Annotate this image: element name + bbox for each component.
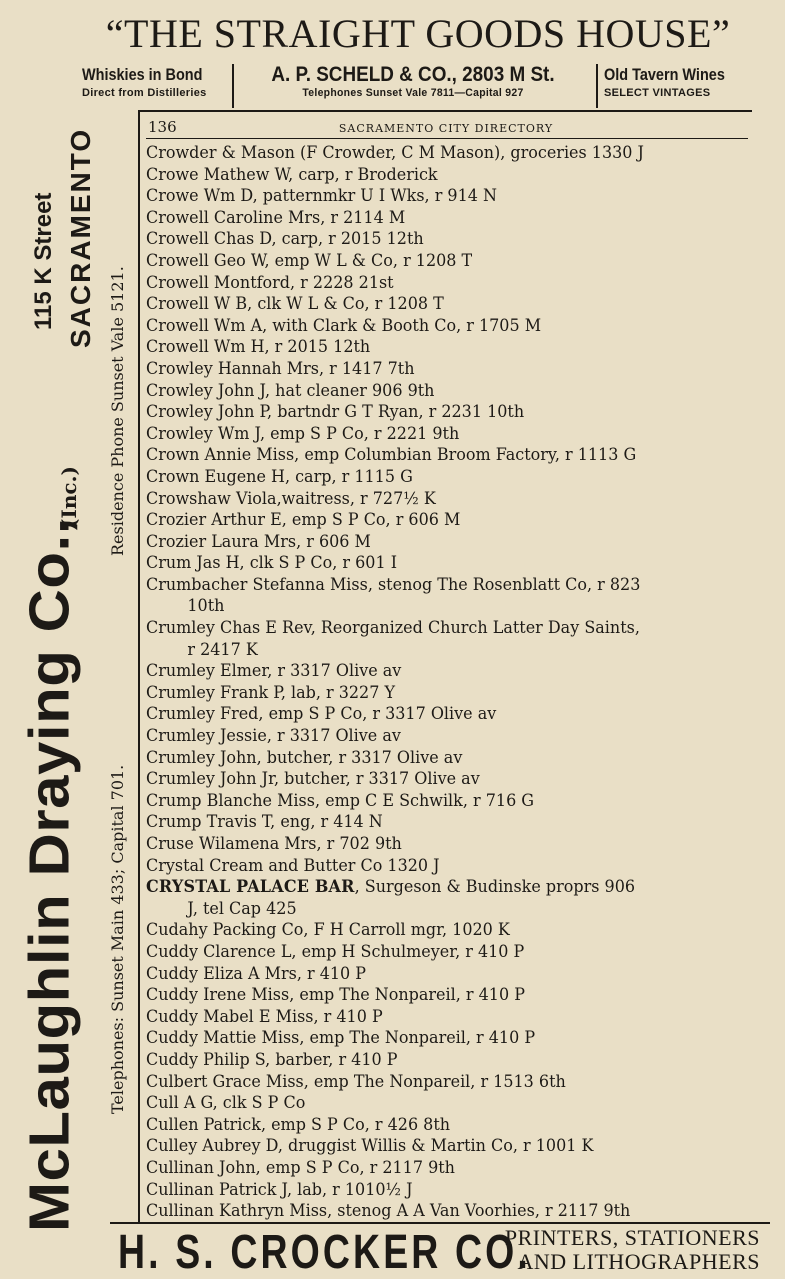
entry-name: Culley Aubrey D (146, 1136, 278, 1157)
entry-name: Crown Eugene H (146, 466, 285, 487)
directory-entry (146, 791, 712, 813)
entry-name: Crozier Arthur E (146, 510, 282, 531)
entry-name: Crowell Wm H (146, 337, 265, 358)
entry-details: , r 3317 Olive av (267, 661, 402, 682)
entry-name: Crowell Caroline Mrs (146, 207, 321, 228)
directory-entry (146, 1093, 712, 1115)
entry-name: Crowell Chas D (146, 229, 272, 250)
side-ad-inc: (Inc.) (57, 466, 81, 528)
entry-name: Crowley Hannah Mrs (146, 358, 319, 379)
entry-name: CRYSTAL PALACE BAR (146, 877, 355, 898)
entry-name: Crown Annie Miss (146, 445, 295, 466)
directory-entry (146, 424, 712, 446)
entry-details: , butcher, r 3317 Olive av (256, 747, 463, 768)
directory-entry (146, 251, 712, 273)
ad-left-small: Direct from Distilleries (82, 87, 207, 99)
side-ad-city: SACRAMENTO (65, 127, 96, 348)
directory-entry (146, 1180, 712, 1202)
directory-entry (146, 294, 712, 316)
side-ad-telephones: Telephones: Sunset Main 433; Capital 701. (108, 764, 127, 1114)
ad-center-small: Telephones Sunset Vale 7811—Capital 927 (302, 87, 524, 99)
ad-title: “THE STRAIGHT GOODS HOUSE” (105, 11, 731, 56)
ad-left-big: Whiskies in Bond (82, 65, 203, 84)
directory-entry (146, 704, 712, 726)
entry-details: , emp S P Co, r 2221 9th (259, 423, 460, 444)
entry-name: Culbert Grace Miss (146, 1071, 304, 1092)
entry-name: Crowley Wm J (146, 423, 260, 444)
entry-name: Cuddy Philip S (146, 1049, 266, 1070)
entry-name: Crozier Laura Mrs (146, 531, 297, 552)
directory-entry (146, 748, 712, 770)
directory-entry (146, 834, 712, 856)
entry-details: , Reorganized Church Latter Day Saints, (310, 618, 640, 639)
bottom-ad-line2: AND LITHOGRAPHERS (517, 1249, 760, 1274)
directory-entry (146, 1007, 712, 1029)
entry-details: , emp S P Co, r 426 8th (260, 1114, 451, 1135)
ad-center-big: A. P. SCHELD & CO., 2803 M St. (271, 63, 555, 86)
entry-details: , emp Columbian Broom Factory, r 1113 G (294, 445, 637, 466)
directory-entry (146, 489, 712, 511)
directory-entry (146, 920, 712, 942)
entry-details: , r 2114 M (320, 207, 406, 228)
ad-right-big: Old Tavern Wines (604, 65, 725, 84)
entry-name: Crumley Chas E Rev (146, 618, 311, 639)
entry-name: Crowley John P (146, 402, 268, 423)
directory-entry (146, 726, 712, 748)
directory-entry (146, 877, 712, 920)
entry-details: , clk S P Co (212, 1093, 306, 1114)
entry-name: Crumbacher Stefanna Miss (146, 574, 368, 595)
directory-entry (146, 575, 712, 618)
entry-name: Cullen Patrick (146, 1114, 261, 1135)
entry-name: Crumley Fred (146, 704, 259, 725)
entry-details: , r 410 P (296, 963, 367, 984)
top-advertisement (78, 12, 758, 104)
directory-entry (146, 985, 712, 1007)
entry-details: , lab, r 3227 Y (280, 682, 396, 703)
entry-details: , r 410 P (313, 1006, 383, 1027)
directory-entry (146, 1072, 712, 1094)
directory-entry (146, 1050, 712, 1072)
side-ad-company: McLaughlin Draying Co., (17, 517, 81, 1232)
entry-name: Crowder & Mason (146, 143, 295, 163)
directory-entry (146, 812, 712, 834)
entry-details: , with Clark & Booth Co, r 1705 M (262, 315, 542, 336)
directory-entry (146, 273, 712, 295)
directory-panel (138, 110, 752, 1224)
directory-entry (146, 402, 712, 424)
running-title: SACRAMENTO CITY DIRECTORY (338, 122, 554, 135)
directory-entry (146, 532, 712, 554)
entry-details: , butcher, r 3317 Olive av (273, 769, 480, 790)
directory-entries (146, 143, 748, 1223)
directory-entry (146, 769, 712, 791)
entry-name: Crumley Elmer (146, 661, 268, 682)
directory-entry (146, 683, 712, 705)
entry-details: , emp The Nonpareil, r 1513 6th (303, 1071, 566, 1092)
entry-name: Crowshaw Viola (146, 488, 277, 509)
entry-name: Cuddy Eliza A Mrs (146, 963, 297, 984)
entry-details: , r 606 M (296, 531, 371, 552)
entry-details: , r 2015 12th (264, 337, 371, 358)
entry-details: , stenog The Rosenblatt Co, r 823 (367, 574, 641, 595)
directory-entry (146, 942, 712, 964)
bottom-ad-company: H. S. CROCKER CO. (118, 1226, 531, 1279)
entry-details: , patternmkr U I Wks, r 914 N (252, 186, 498, 207)
entry-details: , emp The Nonpareil, r 410 P (289, 985, 525, 1006)
entry-name: Crump Travis T (146, 812, 271, 833)
directory-entry (146, 1201, 712, 1223)
directory-entry (146, 445, 712, 467)
page-number: 136 (148, 118, 177, 136)
directory-entry (146, 1158, 712, 1180)
directory-entry (146, 510, 712, 532)
entry-details: , druggist Willis & Martin Co, r 1001 K (277, 1136, 594, 1157)
entry-name: Cullinan Kathryn Miss (146, 1201, 328, 1222)
entry-details: , emp The Nonpareil, r 410 P (299, 1028, 536, 1049)
entry-name: Cuddy Irene Miss (146, 985, 290, 1006)
entry-name: Crumley Jessie (146, 726, 267, 747)
entry-details: , barber, r 410 P (265, 1049, 398, 1070)
ad-center-column (238, 64, 588, 108)
directory-entry (146, 964, 712, 986)
entry-details: , stenog A A Van Voorhies, r 2117 9th (327, 1201, 631, 1222)
ad-row (78, 64, 758, 108)
directory-entry (146, 1136, 712, 1158)
entry-details: , F H Carroll mgr, 1020 K (303, 920, 510, 941)
entry-name: Crowe Wm D (146, 186, 253, 207)
side-ad-street: 115 K Street (30, 192, 57, 330)
directory-entry (146, 337, 712, 359)
entry-details: , carp, r 1115 G (284, 466, 413, 487)
entry-details: , r 3317 Olive av (266, 726, 401, 747)
entry-details: , emp H Schulmeyer, r 410 P (291, 941, 525, 962)
entry-details: , clk W L & Co, r 1208 T (247, 294, 444, 315)
entry-details: , r 702 9th (316, 834, 402, 854)
entry-details: 1320 J (382, 855, 440, 876)
directory-entry (146, 467, 712, 489)
entry-details: , emp S P Co, r 2117 9th (255, 1157, 455, 1178)
entry-name: Cruse Wilamena Mrs (146, 834, 317, 854)
directory-content (146, 116, 748, 1223)
entry-name: Crum Jas H (146, 553, 240, 574)
entry-name: Cuddy Clarence L (146, 941, 292, 962)
entry-name: Crump Blanche Miss (146, 790, 315, 811)
entry-name: Crumley John (146, 747, 257, 768)
entry-details: , r 2228 21st (290, 272, 394, 293)
entry-name: Crowell W B (146, 294, 248, 315)
bottom-advertisement (110, 1222, 770, 1279)
side-ad-residence-phone: Residence Phone Sunset Vale 5121. (108, 266, 127, 556)
entry-details: , emp S P Co, r 3317 Olive av (258, 704, 497, 725)
entry-name: Cullinan Patrick J (146, 1179, 287, 1200)
directory-entry (146, 316, 712, 338)
entry-continuation: J, tel Cap 425 (187, 898, 297, 919)
entry-details: , carp, r 2015 12th (271, 229, 424, 250)
entry-name: Crowell Wm A (146, 315, 263, 336)
directory-entry (146, 1028, 712, 1050)
directory-entry (146, 229, 712, 251)
entry-name: Cuddy Mattie Miss (146, 1028, 300, 1049)
entry-name: Cuddy Mabel E Miss (146, 1006, 314, 1027)
entry-name: Cullinan John (146, 1157, 256, 1178)
directory-entry (146, 661, 712, 683)
directory-entry (146, 186, 712, 208)
bottom-ad-tagline (505, 1226, 760, 1274)
entry-details: , r 1417 7th (318, 358, 415, 379)
entry-details: , Surgeson & Budinske proprs 906 (354, 877, 636, 898)
entry-name: Crowell Montford (146, 272, 291, 293)
entry-details: , hat cleaner 906 9th (265, 380, 435, 401)
directory-entry (146, 381, 712, 403)
entry-name: Crowe Mathew W (146, 164, 289, 185)
entry-name: Crystal Cream and Butter Co (146, 855, 383, 876)
bottom-ad-line1: PRINTERS, STATIONERS (504, 1225, 760, 1250)
entry-details: , eng, r 414 N (270, 812, 383, 833)
directory-entry (146, 208, 712, 230)
entry-name: Cudahy Packing Co (146, 920, 304, 941)
directory-entry (146, 618, 712, 661)
ad-right-column (596, 64, 766, 108)
entry-name: Crowell Geo W (146, 250, 265, 271)
entry-continuation: r 2417 K (187, 639, 258, 660)
ad-right-small: SELECT VINTAGES (604, 87, 711, 99)
directory-entry (146, 359, 712, 381)
directory-entry (146, 856, 712, 878)
entry-name: Cull A G (146, 1093, 213, 1114)
directory-entry (146, 553, 712, 575)
directory-entry (146, 165, 712, 187)
entry-details: , emp W L & Co, r 1208 T (264, 250, 473, 271)
page-header (146, 116, 748, 139)
entry-name: Crumley John Jr (146, 769, 274, 790)
directory-entry (146, 143, 712, 165)
directory-entry (146, 1115, 712, 1137)
entry-details: , emp S P Co, r 606 M (281, 510, 461, 531)
entry-details: , lab, r 1010½ J (286, 1179, 413, 1200)
entry-details: , carp, r Broderick (288, 164, 438, 185)
entry-name: Crumley Frank P (146, 682, 281, 703)
entry-details: , bartndr G T Ryan, r 2231 10th (267, 402, 525, 423)
entry-details: , clk S P Co, r 601 I (239, 553, 398, 574)
entry-name: Crowley John J (146, 380, 266, 401)
entry-continuation: 10th (187, 596, 225, 617)
entry-details: ,waitress, r 727½ K (276, 488, 436, 509)
entry-details: , emp C E Schwilk, r 716 G (314, 790, 535, 811)
entry-details: (F Crowder, C M Mason), groceries 1330 J (294, 143, 644, 163)
